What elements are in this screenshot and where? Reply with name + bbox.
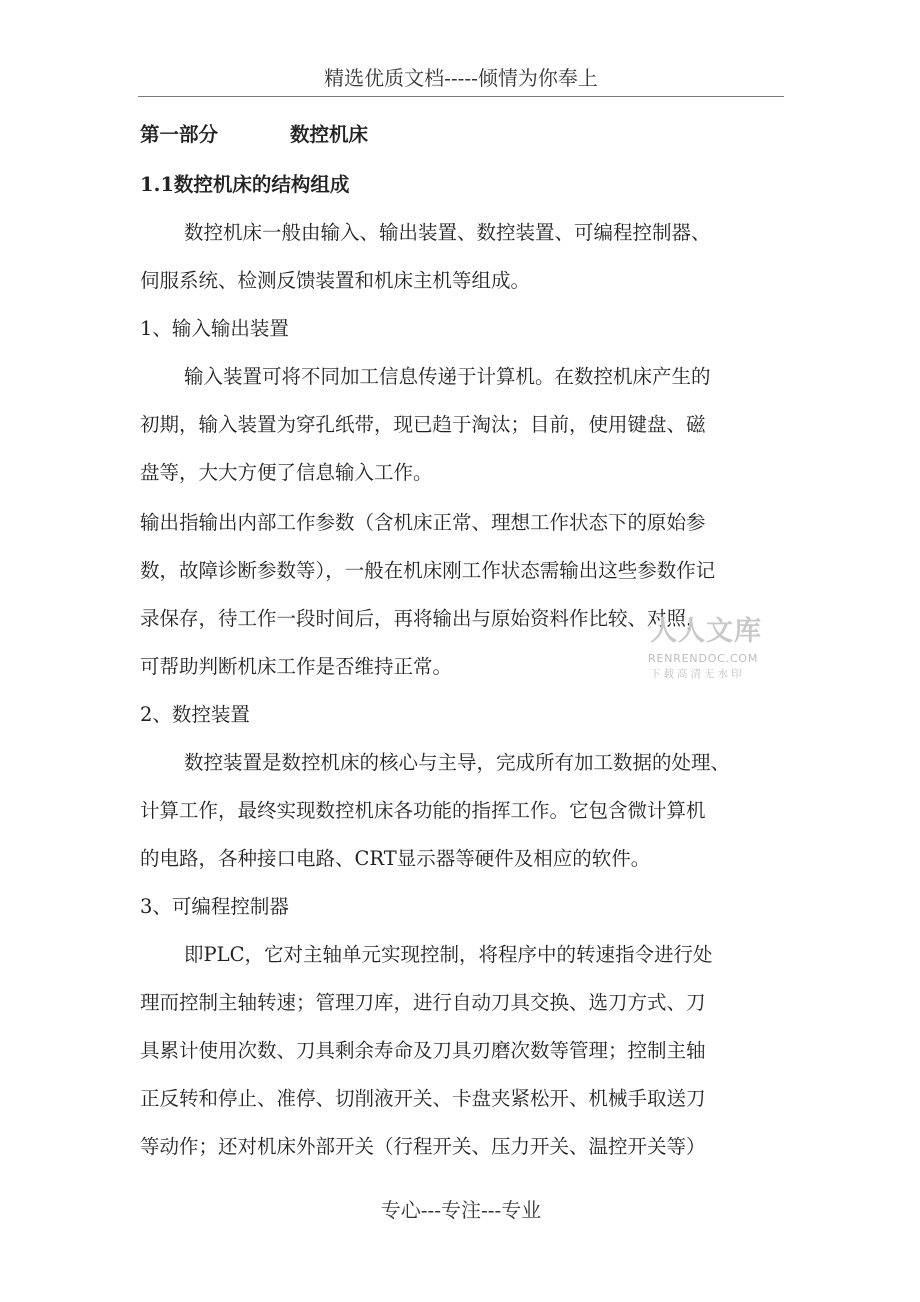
section-title: 1.1数控机床的结构组成 <box>140 173 350 196</box>
watermark-subtitle: 下载高清无水印 <box>650 668 745 680</box>
intro-line-1: 数控机床一般由输入、输出装置、数控装置、可编程控制器、 <box>184 221 711 244</box>
watermark <box>646 616 774 686</box>
output-line-2: 数，故障诊断参数等），一般在机床刚工作状态需输出这些参数作记 <box>140 559 716 582</box>
plc-line-4: 正反转和停止、准停、切削液开关、卡盘夹紧松开、机械手取送刀 <box>140 1087 706 1110</box>
intro-line-2: 伺服系统、检测反馈装置和机床主机等组成。 <box>140 269 531 292</box>
cnc-line-1: 数控装置是数控机床的核心与主导，完成所有加工数据的处理、 <box>184 751 731 774</box>
watermark-domain: RENRENDOC.COM <box>648 652 759 665</box>
output-line-4: 可帮助判断机床工作是否维持正常。 <box>140 655 453 678</box>
plc-line-3: 具累计使用次数、刀具剩余寿命及刀具刃磨次数等管理；控制主轴 <box>140 1039 706 1062</box>
heading-cnc-device: 2、数控装置 <box>140 703 250 726</box>
output-line-1: 输出指输出内部工作参数（含机床正常、理想工作状态下的原始参 <box>140 511 706 534</box>
output-line-3: 录保存，待工作一段时间后，再将输出与原始资料作比较、对照， <box>140 607 706 630</box>
input-line-1: 输入装置可将不同加工信息传递于计算机。在数控机床产生的 <box>184 365 711 388</box>
input-line-2: 初期，输入装置为穿孔纸带，现已趋于淘汰；目前，使用键盘、磁 <box>140 413 706 436</box>
cnc-line-3: 的电路，各种接口电路、CRT显示器等硬件及相应的软件。 <box>140 847 651 870</box>
cnc-line-2: 计算工作，最终实现数控机床各功能的指挥工作。它包含微计算机 <box>140 799 706 822</box>
plc-line-2: 理而控制主轴转速；管理刀库，进行自动刀具交换、选刀方式、刀 <box>140 991 706 1014</box>
header-divider <box>138 96 784 97</box>
page-footer: 专心---专注---专业 <box>380 1198 542 1222</box>
part-title: 数控机床 <box>290 123 369 146</box>
heading-input-output: 1、输入输出装置 <box>140 317 289 340</box>
heading-plc: 3、可编程控制器 <box>140 895 289 918</box>
plc-line-1: 即PLC，它对主轴单元实现控制，将程序中的转速指令进行处 <box>184 943 713 966</box>
page-header: 精选优质文档-----倾情为你奉上 <box>324 66 598 90</box>
part-label: 第一部分 <box>140 123 219 146</box>
plc-line-5: 等动作；还对机床外部开关（行程开关、压力开关、温控开关等） <box>140 1135 706 1158</box>
watermark-title: 人人文库 <box>650 616 762 647</box>
input-line-3: 盘等，大大方便了信息输入工作。 <box>140 461 433 484</box>
